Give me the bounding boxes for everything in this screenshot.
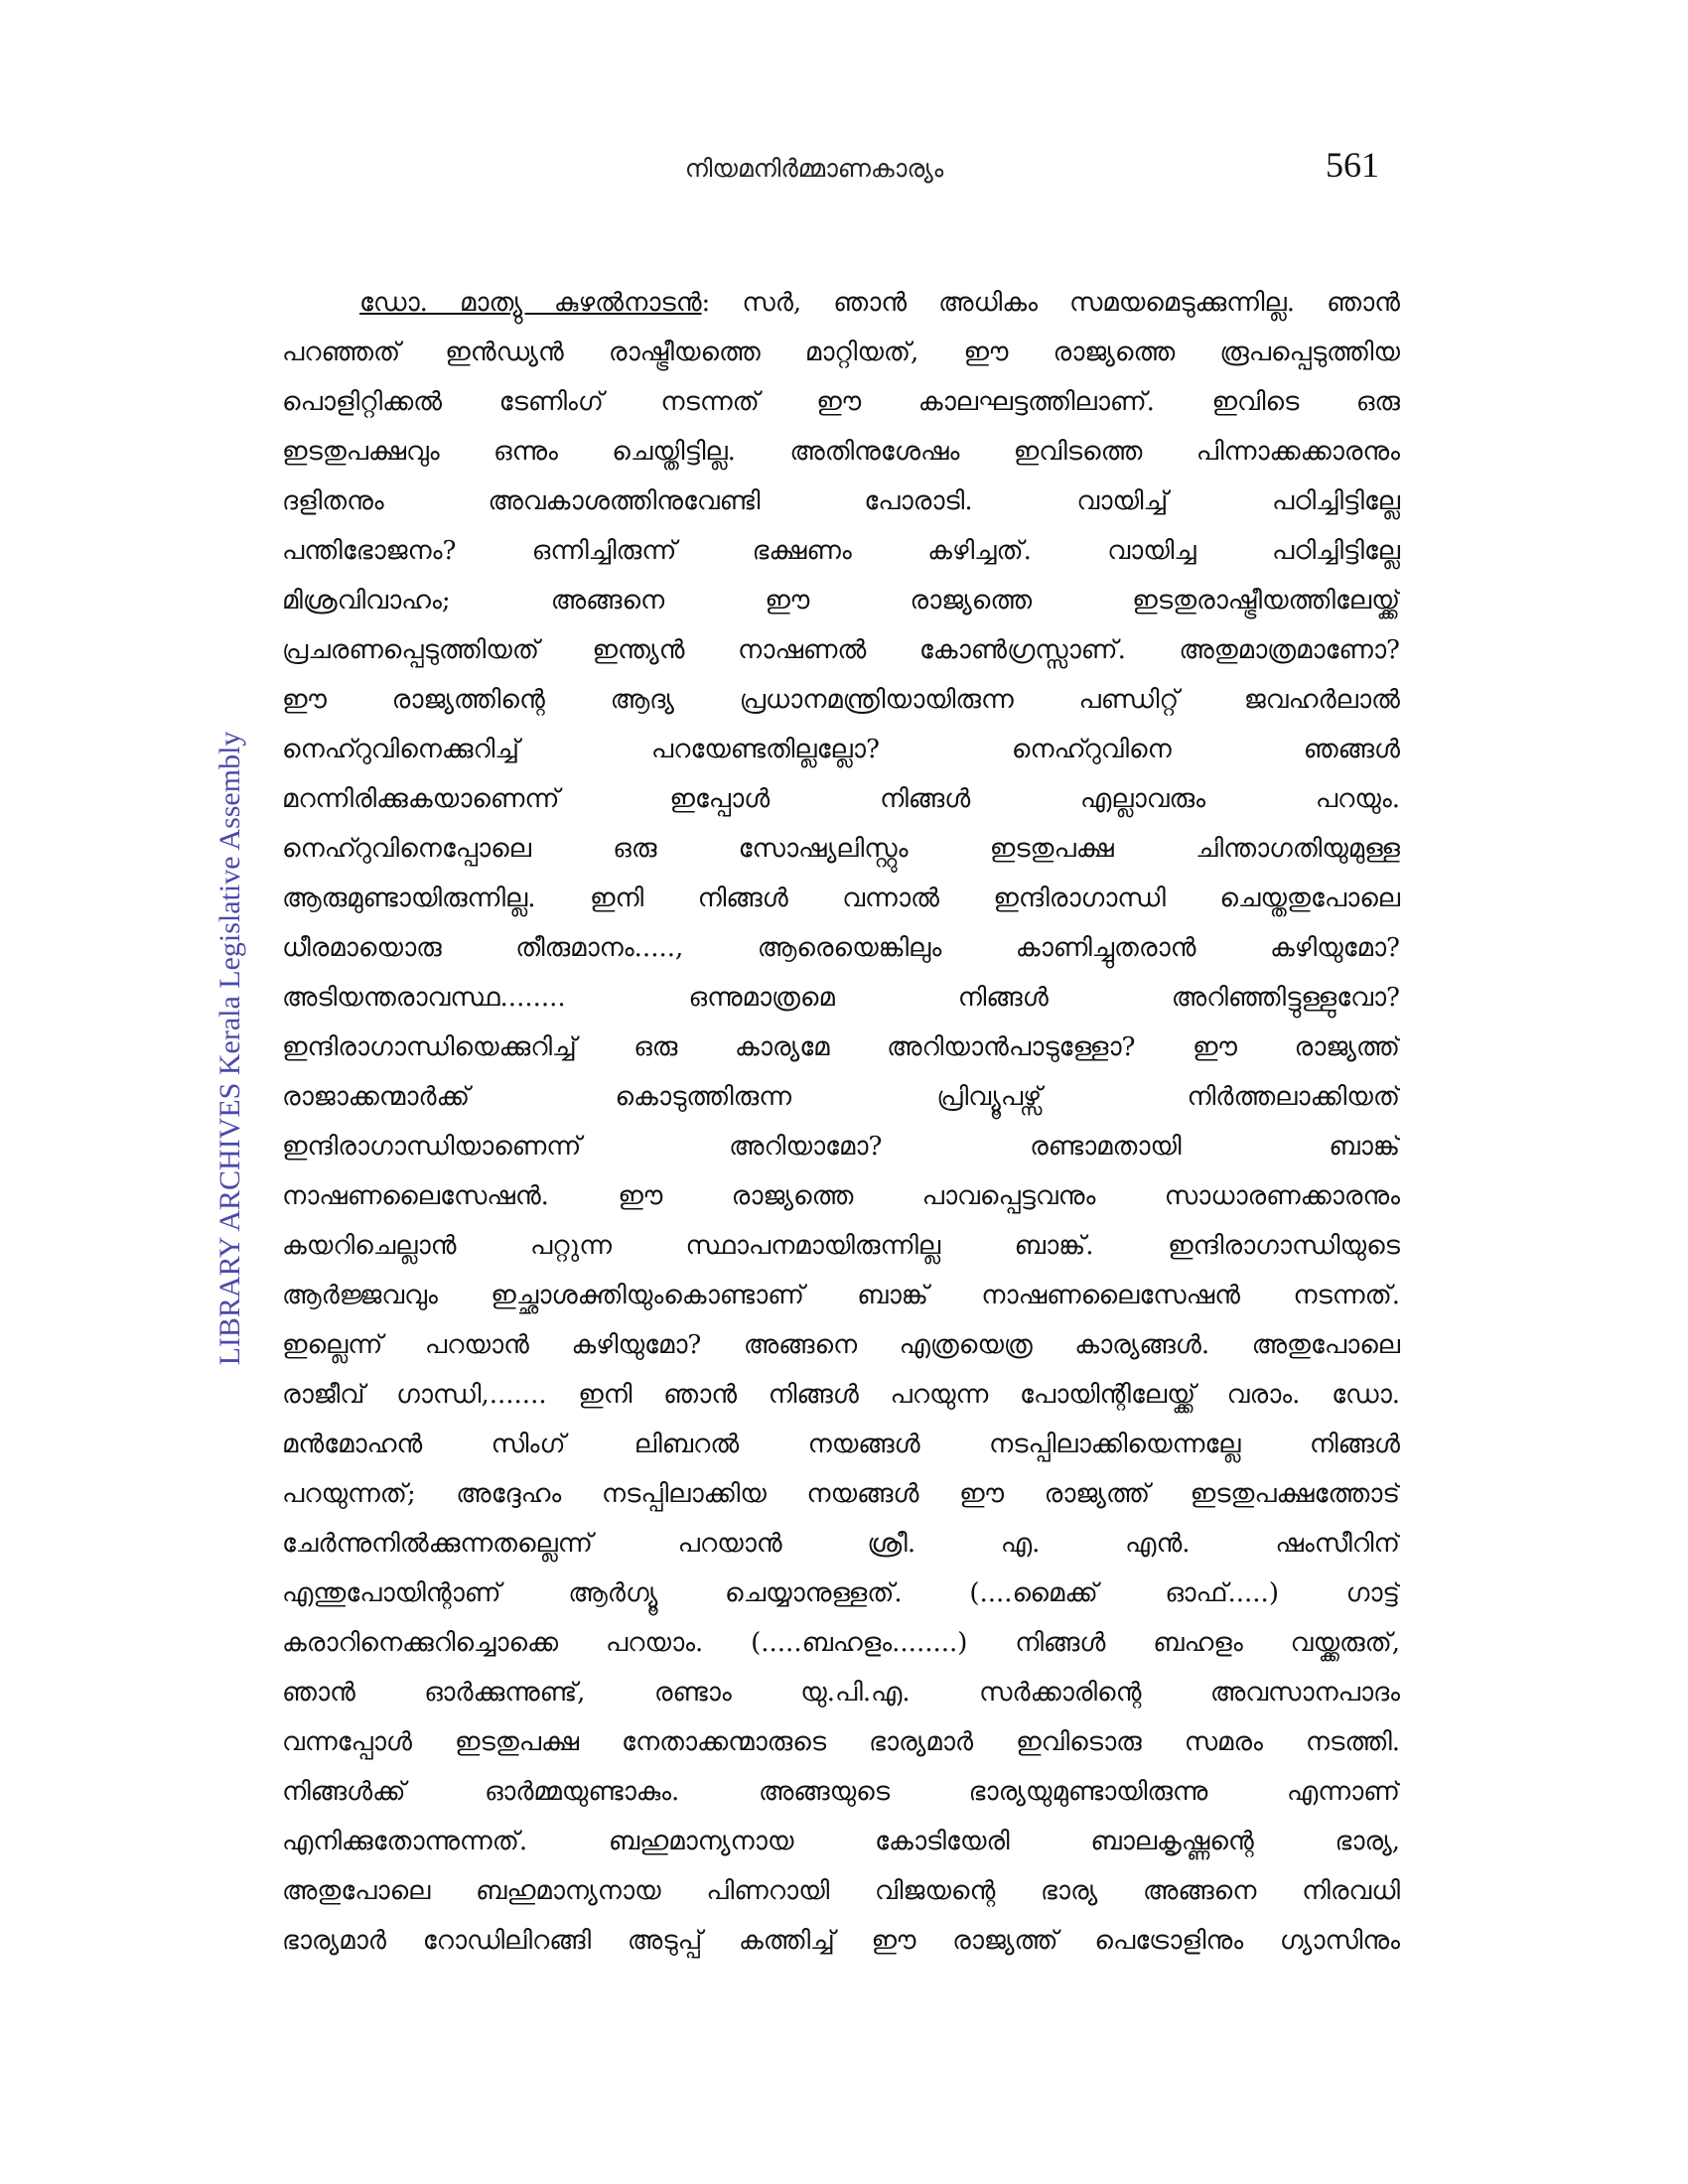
speech-line: പറയുന്നത്; അദ്ദേഹം നടപ്പിലാക്കിയ നയങ്ങൾ ഈ രാജ്യത്ത് ഇടതുപക്ഷത്തോട് (282, 1479, 1400, 1509)
speech-line: ഈ രാജ്യത്തിന്റെ ആദ്യ പ്രധാനമന്ത്രിയായിരുന്ന പണ്ഡിറ്റ് ജവഹർലാൽ (282, 685, 1400, 715)
speech-line: അതുപോലെ ബഹുമാന്യനായ പിണറായി വിജയന്റെ ഭാര്യ അങ്ങനെ നിരവധി (282, 1876, 1400, 1906)
speech-line: ഇടതുപക്ഷവും ഒന്നും ചെയ്തിട്ടില്ല. അതിനുശേഷം ഇവിടത്തെ പിന്നാക്കക്കാരനും (282, 437, 1400, 467)
speech-line: പ്രചരണപ്പെടുത്തിയത് ഇന്ത്യൻ നാഷണൽ കോൺഗ്രസ്സാണ്. അതുമാത്രമാണോ? (282, 635, 1400, 665)
speech-line: ധീരമായൊരു തീരുമാനം....., ആരെയെങ്കിലും കാണിച്ചുതരാൻ കഴിയുമോ? (282, 933, 1400, 963)
speech-line: രാജാക്കന്മാർക്ക് കൊടുത്തിരുന്ന പ്രിവ്യൂപഴ്സ് നിർത്തലാക്കിയത് (282, 1082, 1400, 1112)
speech-line: പൊളിറ്റിക്കൽ ടേണിംഗ് നടന്നത് ഈ കാലഘട്ടത്തിലാണ്. ഇവിടെ ഒരു (282, 387, 1400, 417)
speech-line: മൻമോഹൻ സിംഗ് ലിബറൽ നയങ്ങൾ നടപ്പിലാക്കിയെന്നല്ലേ നിങ്ങൾ (282, 1430, 1400, 1459)
speech-line: പന്തിഭോജനം? ഒന്നിച്ചിരുന്ന് ഭക്ഷണം കഴിച്ചത്. വായിച്ച പഠിച്ചിട്ടില്ലേ (282, 536, 1400, 566)
speech-line: മറന്നിരിക്കുകയാണെന്ന് ഇപ്പോൾ നിങ്ങൾ എല്ലാവരും പറയും. (282, 784, 1400, 814)
page-number: 561 (1326, 145, 1379, 185)
speech-line: നെഹ്റുവിനെക്കുറിച്ച് പറയേണ്ടതില്ലല്ലോ? നെഹ്റുവിനെ ഞങ്ങൾ (282, 735, 1400, 764)
speech-line: കയറിചെല്ലാൻ പറ്റുന്ന സ്ഥാപനമായിരുന്നില്ല ബാങ്ക്. ഇന്ദിരാഗാന്ധിയുടെ (282, 1231, 1400, 1261)
speech-line: നെഹ്റുവിനെപ്പോലെ ഒരു സോഷ്യലിസ്റ്റും ഇടതുപക്ഷ ചിന്താഗതിയുമുള്ള (282, 834, 1400, 864)
speech-line: പറഞ്ഞത് ഇൻഡ്യൻ രാഷ്ട്രീയത്തെ മാറ്റിയത്, ഈ രാജ്യത്തെ രൂപപ്പെടുത്തിയ (282, 338, 1400, 367)
speech-line: ഇന്ദിരാഗാന്ധിയാണെന്ന് അറിയാമോ? രണ്ടാമതായി ബാങ്ക് (282, 1132, 1400, 1161)
running-header-title: നിയമനിർമ്മാണകാര്യം (684, 154, 944, 183)
speech-line (282, 278, 1400, 328)
speech-line: ഇല്ലെന്ന് പറയാൻ കഴിയുമോ? അങ്ങനെ എത്രയെത്ര കാര്യങ്ങൾ. അതുപോലെ (282, 1330, 1400, 1360)
speech-line: ദളിതനും അവകാശത്തിനുവേണ്ടി പോരാടി. വായിച്ച് പഠിച്ചിട്ടില്ലേ (282, 486, 1400, 516)
speech-line: വന്നപ്പോൾ ഇടതുപക്ഷ നേതാക്കന്മാരുടെ ഭാര്യമാർ ഇവിടൊരു സമരം നടത്തി. (282, 1727, 1400, 1757)
speech-line: ചേർന്നുനിൽക്കുന്നതല്ലെന്ന് പറയാൻ ശ്രീ. എ. എൻ. ഷംസീറിന് (282, 1529, 1400, 1559)
speech-line: ആർജ്ജവവും ഇച്ഛാശക്തിയുംകൊണ്ടാണ് ബാങ്ക് നാഷണലൈസേഷൻ നടന്നത്. (282, 1281, 1400, 1310)
speech-line: കരാറിനെക്കുറിച്ചൊക്കെ പറയാം. (.....ബഹളം........) നിങ്ങൾ ബഹളം വയ്ക്കരുത്, (282, 1628, 1400, 1658)
speech-line: രാജീവ് ഗാന്ധി,....... ഇനി ഞാൻ നിങ്ങൾ പറയുന്ന പോയിന്റിലേയ്ക്ക് വരാം. ഡോ. (282, 1380, 1400, 1410)
speech-line: ഇന്ദിരാഗാന്ധിയെക്കുറിച്ച് ഒരു കാര്യമേ അറിയാൻപാടുള്ളോ? ഈ രാജ്യത്ത് (282, 1032, 1400, 1062)
speech-line: നിങ്ങൾക്ക് ഓർമ്മയുണ്ടാകും. അങ്ങയുടെ ഭാര്യയുമുണ്ടായിരുന്നു എന്നാണ് (282, 1777, 1400, 1807)
speech-line: അടിയന്തരാവസ്ഥ........ ഒന്നുമാത്രമെ നിങ്ങൾ അറിഞ്ഞിട്ടുള്ളുവോ? (282, 983, 1400, 1013)
speech-line-text: : സർ, ഞാൻ അധികം സമയമെടുക്കുന്നില്ല. ഞാൻ (701, 288, 1400, 318)
speech-body (282, 278, 1400, 1966)
speech-line: മിശ്രവിവാഹം; അങ്ങനെ ഈ രാജ്യത്തെ ഇടതുരാഷ്ട്രീയത്തിലേയ്ക്ക് (282, 586, 1400, 615)
speaker-name: ഡോ. മാത്യു കുഴൽനാടൻ (359, 288, 702, 318)
speech-line: എന്തുപോയിന്റാണ് ആർഗ്യൂ ചെയ്യാനുള്ളത്. (....മൈക്ക് ഓഫ്.....) ഗാട്ട് (282, 1578, 1400, 1608)
library-archives-watermark: LIBRARY ARCHIVES Kerala Legislative Assembly (213, 731, 246, 1366)
speech-line: നാഷണലൈസേഷൻ. ഈ രാജ്യത്തെ പാവപ്പെട്ടവനും സാധാരണക്കാരനും (282, 1181, 1400, 1211)
speech-line: എനിക്കുതോന്നുന്നത്. ബഹുമാന്യനായ കോടിയേരി ബാലകൃഷ്ണന്റെ ഭാര്യ, (282, 1827, 1400, 1856)
speech-line: ആരുമുണ്ടായിരുന്നില്ല. ഇനി നിങ്ങൾ വന്നാൽ ഇന്ദിരാഗാന്ധി ചെയ്തതുപോലെ (282, 884, 1400, 913)
speech-line: ഭാര്യമാർ റോഡിലിറങ്ങി അടുപ്പ് കത്തിച്ച് ഈ രാജ്യത്ത് പെട്രോളിനും ഗ്യാസിനും (282, 1926, 1400, 1956)
speech-line: ഞാൻ ഓർക്കുന്നുണ്ട്, രണ്ടാം യു.പി.എ. സർക്കാരിന്റെ അവസാനപാദം (282, 1678, 1400, 1707)
